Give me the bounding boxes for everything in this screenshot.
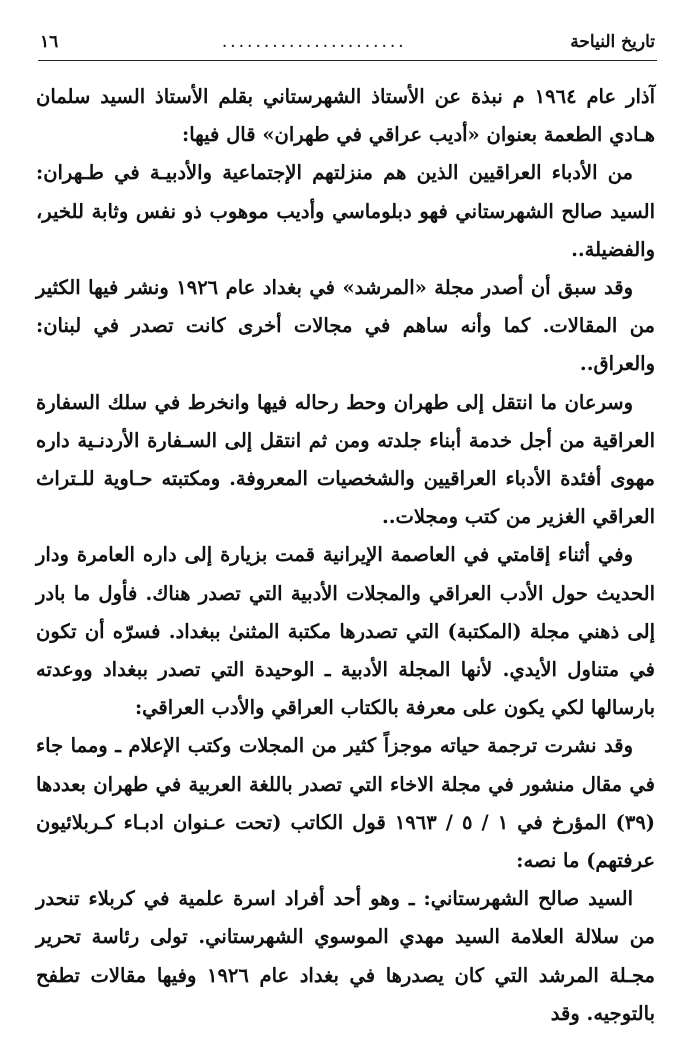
- header-rule: [38, 60, 657, 61]
- leader-dots: ......................: [221, 32, 407, 52]
- running-title: تاريخ النياحة: [570, 32, 655, 52]
- paragraph-7: السيد صالح الشهرستاني: ـ وهو أحد أفراد اسرة علمية في كربلاء تنحدر من سلالة العلامة السيد مهدي الموسوي الشهرستاني. تولى رئاسة تحرير مجـلة المرشد التي كان يصدرها في بغداد عام ١٩٢٦ وفيها مقالات تطفح بالتوجيه. وقد: [36, 887, 655, 1025]
- paragraph-1: آذار عام ١٩٦٤ م نبذة عن الأستاذ الشهرستاني بقلم الأستاذ السيد سلمان هـادي الطعمة بعنوان «أديب عراقي في طهران» قال فيها:: [36, 85, 655, 147]
- paragraph-6: وقد نشرت ترجمة حياته موجزاً كثير من المجلات وكتب الإعلام ـ ومما جاء في مقال منشور في مجلة الاخاء التي تصدر باللغة العربية في طهران بعددها (٣٩) المؤرخ في ١ / ٥ / ١٩٦٣ قول الكاتب (تحت عـنوان ادبـاء كـربلائيون عرفتهم) ما نصه:: [36, 734, 656, 873]
- body-text: [36, 78, 655, 1033]
- paragraph-4: وسرعان ما انتقل إلى طهران وحط رحاله فيها وانخرط في سلك السفارة العراقية من أجل خدمة أبناء جلدته ومن ثم انتقل إلى السـفارة الأردنـية داره مهوى أفئدة الأدباء العراقيين والشخصيات المعروفة. ومكتبته حـاوية للـتراث العراقي الغزير من كتب ومجلات..: [36, 390, 655, 529]
- paragraph-3: وقد سبق أن أصدر مجلة «المرشد» في بغداد عام ١٩٢٦ ونشر فيها الكثير من المقالات. كما وأنه ساهم في مجالات أخرى كانت تصدر في لبنان: والعراق..: [36, 276, 655, 376]
- page-number: ١٦: [40, 32, 59, 52]
- paragraph-5: وفي أثناء إقامتي في العاصمة الإيرانية قمت بزيارة إلى داره العامرة ودار الحديث حول الأدب العراقي والمجلات الأدبية التي تصدر هناك. فأول ما بادر إلى ذهني مجلة (المكتبة) التي تصدرها مكتبة المثنىٰ ببغداد. فسرّه أن تكون في متناول الأيدي. لأنها المجلة الأدبية ـ الوحيدة التي تصدر ببغداد ووعدته بارسالها لكي يكون على معرفة بالكتاب العراقي والأدب العراقي:: [36, 543, 655, 720]
- paragraph-2: من الأدباء العراقيين الذين هم منزلتهم الإجتماعية والأدبيـة في طـهران: السيد صالح الشهرستاني فهو دبلوماسي وأديب موهوب ذو نفس وثابة للخير، والفضيلة..: [36, 161, 655, 261]
- running-header: [40, 28, 655, 56]
